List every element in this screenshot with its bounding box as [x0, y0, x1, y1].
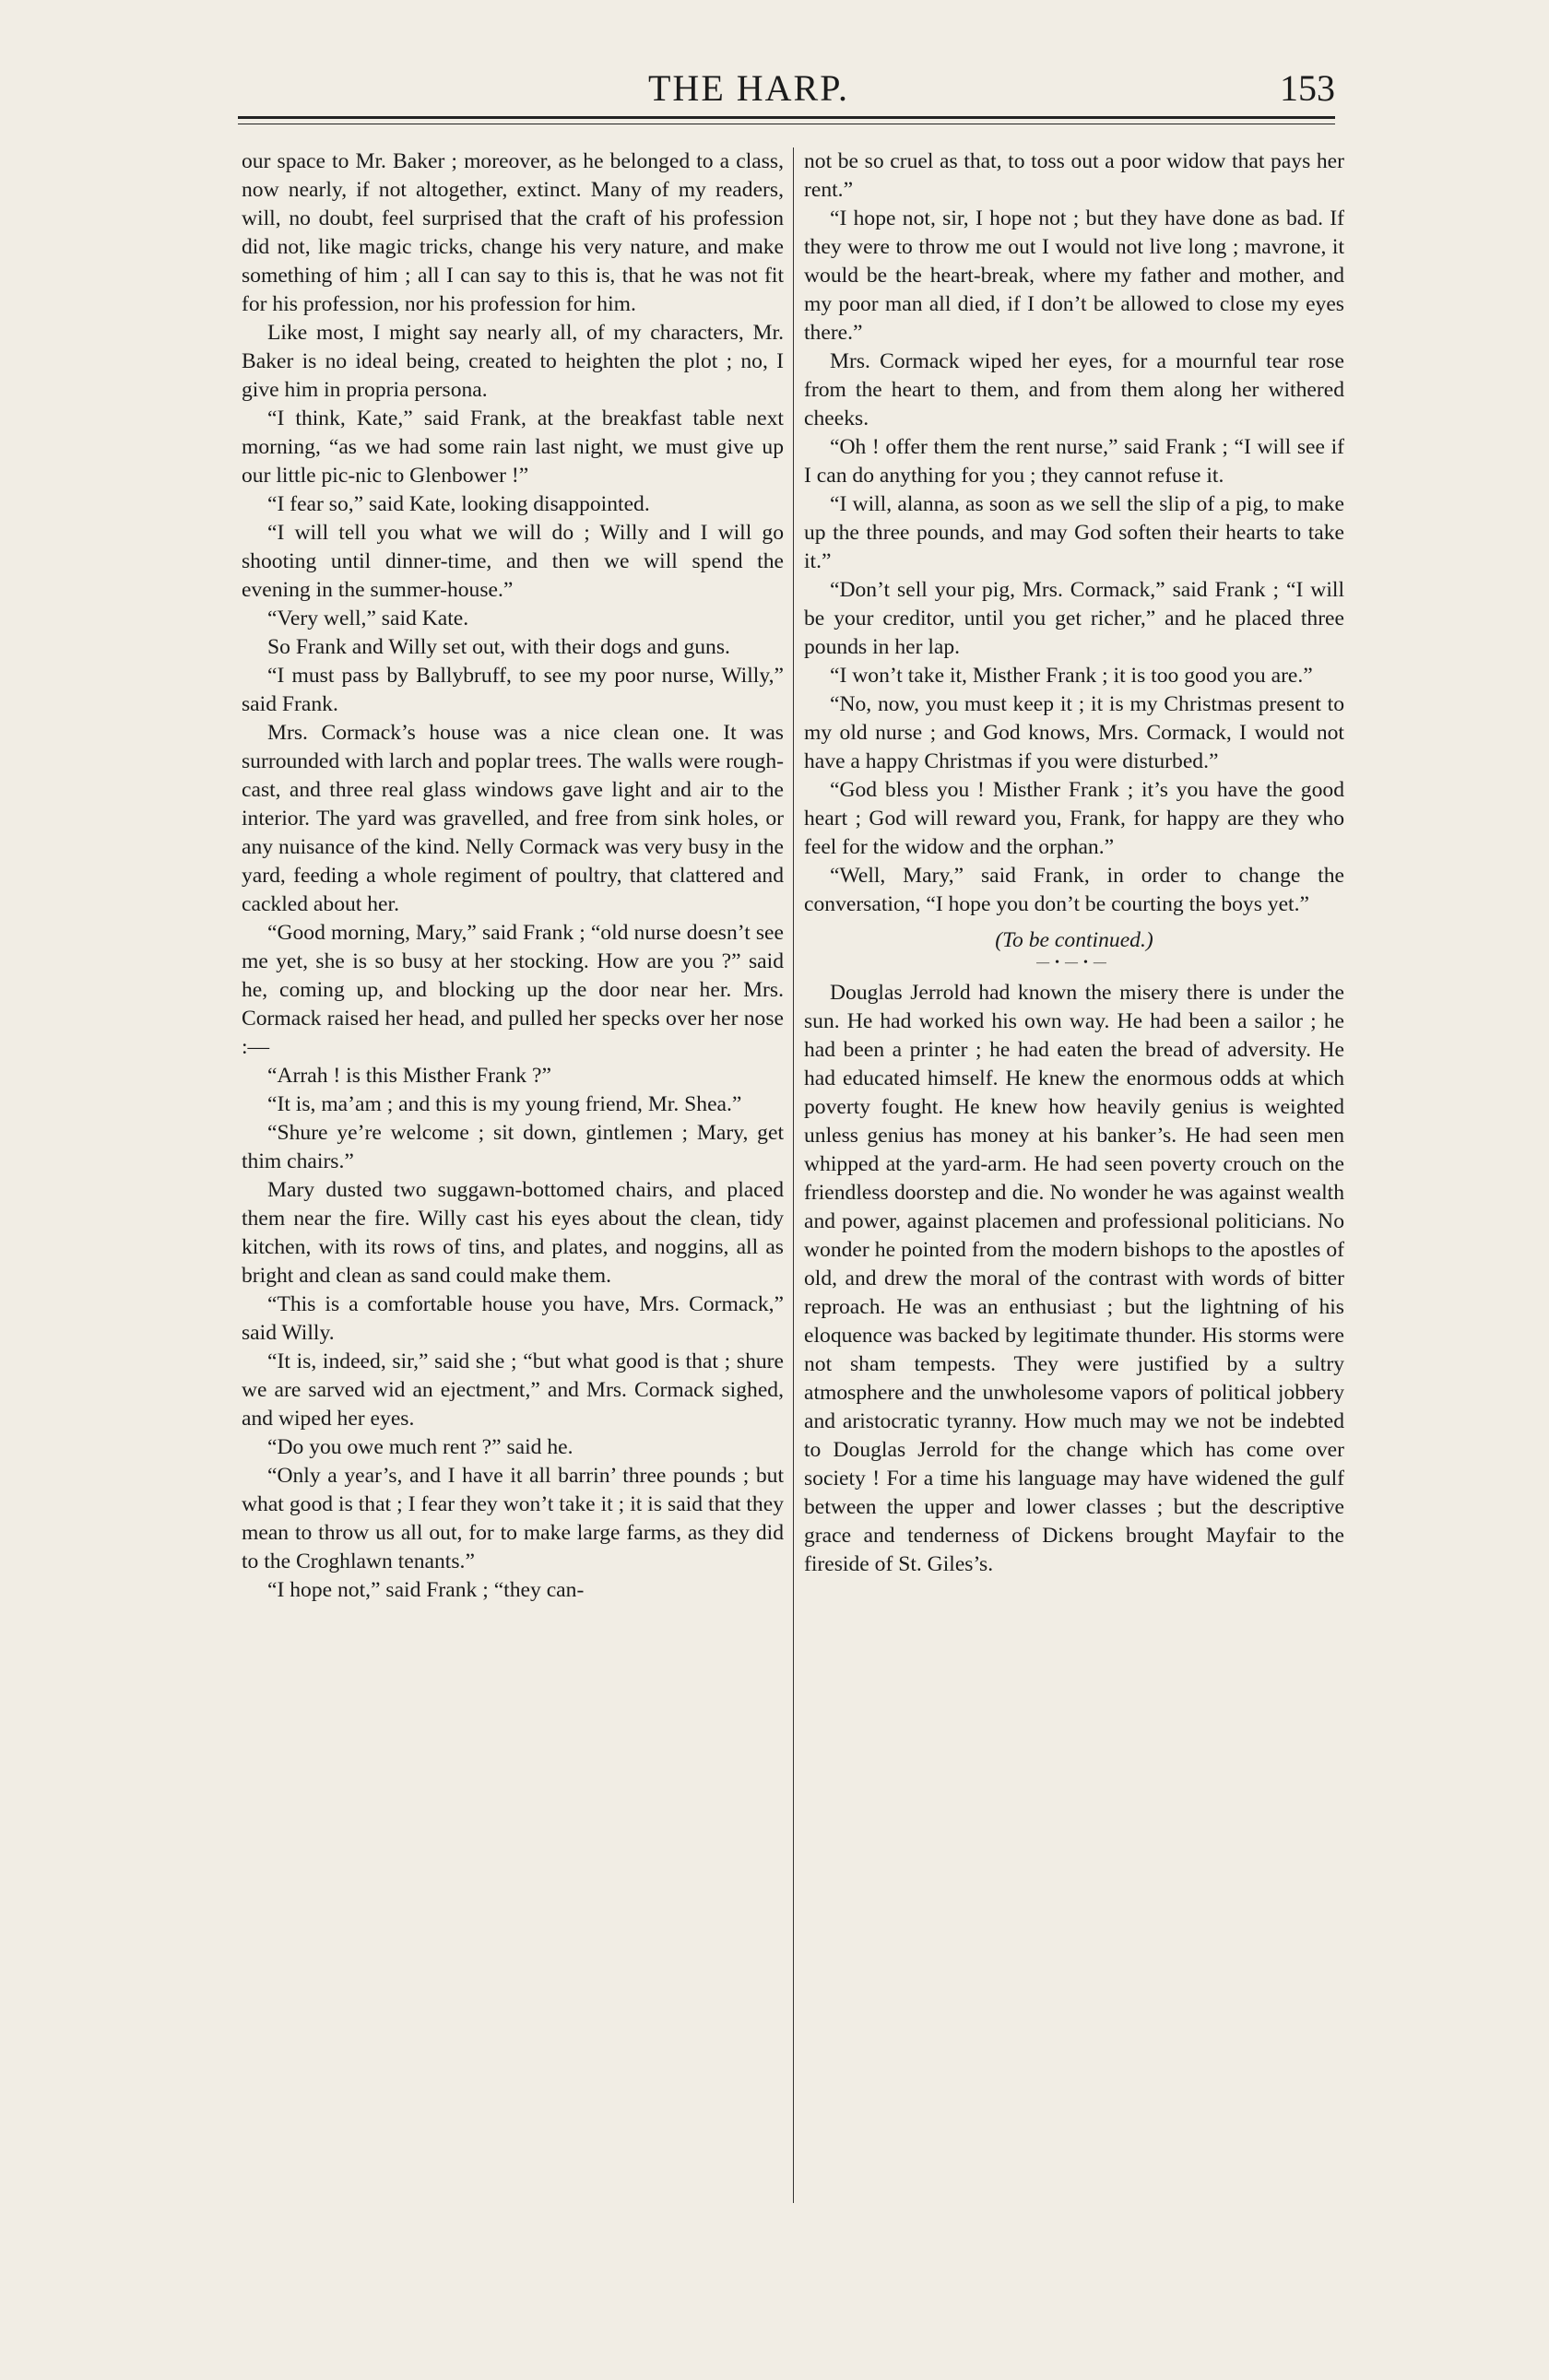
paragraph: “Well, Mary,” said Frank, in order to change the conversation, “I hope you don’t be courting the boys yet.” [804, 864, 1344, 916]
running-title: THE HARP. [648, 67, 850, 109]
paragraph: Mrs. Cormack wiped her eyes, for a mournful tear rose from the heart to them, and from them along her withered cheeks. [804, 349, 1344, 430]
paragraph: “Oh ! offer them the rent nurse,” said Frank ; “I will see if I can do anything for you ; they cannot refuse it. [804, 435, 1344, 488]
paragraph: Mary dusted two suggawn-bottomed chairs, and placed them near the fire. Willy cast his eyes about the clean, tidy kitchen, with its rows of tins, and plates, and noggins, all as bright and clean as sand could make them. [242, 1178, 784, 1288]
article-paragraph: Douglas Jerrold had known the misery there is under the sun. He had worked his own way. He had been a sailor ; he had been a printer ; he had eaten the bread of adversity. He had educated himself. He knew the enormous odds at which poverty fought. He knew how heavily genius is weighted unless genius has money at his banker’s. He had seen men whipped at the yard-arm. He had seen poverty crouch on the friendless doorstep and die. No wonder he was against wealth and power, against placemen and professional politicians. No wonder he pointed from the modern bishops to the apostles of old, and drew the moral of the contrast with words of bitter reproach. He was an enthusiast ; but the lightning of his eloquence was backed by legitimate thunder. His storms were not sham tempests. They were justified by a sultry atmosphere and the unwholesome vapors of political jobbery and aristocratic tyranny. How much may we not be indebted to Douglas Jerrold for the change which has come over society ! For a time his language may have widened the gulf between the upper and lower classes ; but the descriptive grace and tenderness of Dickens brought Mayfair to the fireside of St. Giles’s. [804, 981, 1344, 1576]
section-ornament: —•—•— [1036, 956, 1112, 970]
header-rule-thick [238, 116, 1335, 119]
paragraph: “Don’t sell your pig, Mrs. Cormack,” said Frank ; “I will be your creditor, until you get richer,” and he placed three pounds in her lap. [804, 578, 1344, 659]
paragraph: “I hope not, sir, I hope not ; but they have done as bad. If they were to throw me out I would not live long ; mavrone, it would be the heart-break, where my father and mother, and my poor man all died, if I don’t be allowed to close my eyes there.” [804, 206, 1344, 345]
page-number: 153 [1280, 67, 1335, 109]
paragraph: “I will, alanna, as soon as we sell the slip of a pig, to make up the three pounds, and may God soften their hearts to take it.” [804, 492, 1344, 573]
paragraph: our space to Mr. Baker ; moreover, as he belonged to a class, now nearly, if not altogether, extinct. Many of my readers, will, no doubt, feel surprised that the craft of his profession did not, like magic tricks, change his very nature, and make something of him ; all I can say to this is, that he was not fit for his profession, nor his profession for him. [242, 149, 784, 316]
paragraph: So Frank and Willy set out, with their dogs and guns. [267, 635, 730, 659]
paragraph: “Do you owe much rent ?” said he. [267, 1435, 573, 1459]
paragraph: “I must pass by Ballybruff, to see my poor nurse, Willy,” said Frank. [242, 664, 784, 716]
page-header [238, 63, 1335, 133]
to-be-continued: (To be continued.) [995, 928, 1153, 952]
paragraph: Like most, I might say nearly all, of my characters, Mr. Baker is no ideal being, created to heighten the plot ; no, I give him in propria persona. [242, 321, 784, 402]
right-column [804, 147, 1344, 2203]
paragraph: “I fear so,” said Kate, looking disappointed. [267, 492, 650, 516]
paragraph: “I will tell you what we will do ; Willy and I will go shooting until dinner-time, and then we will spend the evening in the summer-house.” [242, 521, 784, 602]
paragraph: “It is, indeed, sir,” said she ; “but what good is that ; shure we are sarved wid an ejectment,” and Mrs. Cormack sighed, and wiped her eyes. [242, 1349, 784, 1431]
left-column [242, 147, 784, 2203]
paragraph: “No, now, you must keep it ; it is my Christmas present to my old nurse ; and God knows, Mrs. Cormack, I would not have a happy Christmas if you were disturbed.” [804, 692, 1344, 773]
paragraph: Mrs. Cormack’s house was a nice clean one. It was surrounded with larch and poplar trees. The walls were rough-cast, and three real glass windows gave light and air to the interior. The yard was gravelled, and free from sink holes, or any nuisance of the kind. Nelly Cormack was very busy in the yard, feeding a whole regiment of poultry, that clattered and cackled about her. [242, 721, 784, 916]
paragraph: “Very well,” said Kate. [267, 607, 469, 630]
paragraph: not be so cruel as that, to toss out a poor widow that pays her rent.” [804, 149, 1344, 202]
paragraph: “It is, ma’am ; and this is my young friend, Mr. Shea.” [267, 1092, 742, 1116]
paragraph: “Only a year’s, and I have it all barrin’ three pounds ; but what good is that ; I fear they won’t take it ; it is said that they mean to throw us all out, for to make large farms, as they did to the Croghlawn tenants.” [242, 1464, 784, 1573]
column-divider [793, 147, 794, 2203]
paragraph: “I think, Kate,” said Frank, at the breakfast table next morning, “as we had some rain last night, we must give up our little pic-nic to Glenbower !” [242, 406, 784, 488]
paragraph: “This is a comfortable house you have, Mrs. Cormack,” said Willy. [242, 1292, 784, 1345]
paragraph: “I hope not,” said Frank ; “they can- [267, 1578, 585, 1602]
paragraph: “Good morning, Mary,” said Frank ; “old nurse doesn’t see me yet, she is so busy at her stocking. How are you ?” said he, coming up, and blocking up the door near her. Mrs. Cormack raised her head, and pulled her specks over her nose :— [242, 921, 784, 1059]
paragraph: “Arrah ! is this Misther Frank ?” [267, 1064, 551, 1088]
paragraph: “Shure ye’re welcome ; sit down, gintlemen ; Mary, get thim chairs.” [242, 1121, 784, 1173]
paragraph: “I won’t take it, Misther Frank ; it is too good you are.” [830, 664, 1313, 688]
paragraph: “God bless you ! Misther Frank ; it’s you have the good heart ; God will reward you, Frank, for happy are they who feel for the widow and the orphan.” [804, 778, 1344, 859]
